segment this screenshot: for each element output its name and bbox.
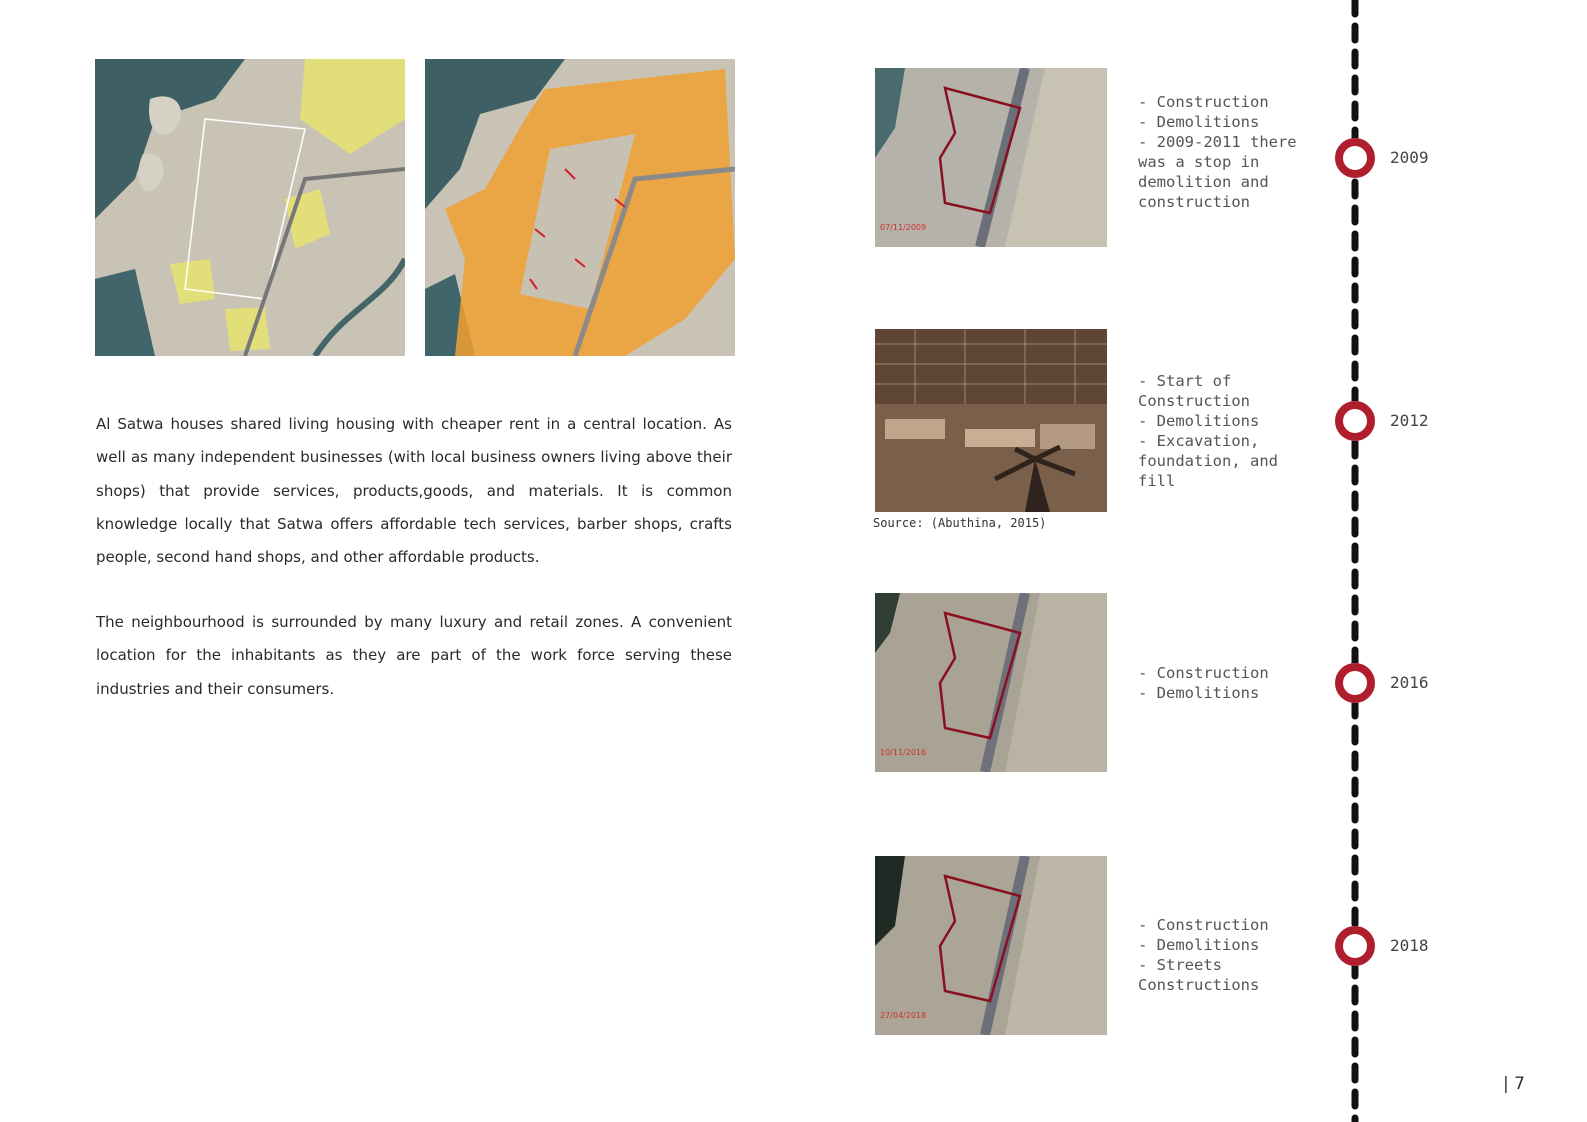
timeline-marker-2016 (1335, 663, 1375, 703)
timeline-photo-2009 (875, 68, 1107, 247)
timeline-notes-2009: - Construction - Demolitions - 2009-2011 there was a stop in demolition and construction (1138, 93, 1297, 211)
timeline-marker-2009 (1335, 138, 1375, 178)
photo-date-label: 10/11/2016 (880, 748, 927, 757)
photo-date-label: 07/11/2009 (880, 223, 927, 232)
timeline-notes-2016: - Construction - Demolitions (1138, 664, 1269, 702)
timeline-year-2016: 2016 (1390, 673, 1429, 692)
aerial-map-orange-zones (425, 59, 735, 356)
timeline-year-2009: 2009 (1390, 148, 1429, 167)
timeline-photo-2012 (875, 329, 1107, 512)
description-paragraph-1: Al Satwa houses shared living housing with cheaper rent in a central location. As well as many independent businesses (with local business owners living above their shops) that provide services, products,goods, and materials. It is common knowledge locally that Satwa offers affordable tech services, barber shops, crafts people, second hand shops, and other affordable products. (96, 415, 732, 567)
timeline-year-2012: 2012 (1390, 411, 1429, 430)
timeline-marker-2018 (1335, 926, 1375, 966)
description-paragraph-2: The neighbourhood is surrounded by many luxury and retail zones. A convenient location for the inhabitants as they are part of the work force serving these industries and their consumers. (96, 613, 732, 698)
aerial-map-yellow-zones (95, 59, 405, 356)
timeline-photo-2016 (875, 593, 1107, 772)
timeline-year-2018: 2018 (1390, 936, 1429, 955)
timeline-notes-2012: - Start of Construction - Demolitions - Excavation, foundation, and fill (1138, 372, 1278, 490)
photo-date-label: 27/04/2018 (880, 1011, 927, 1020)
timeline-track (1330, 0, 1380, 1122)
photo-source-caption: Source: (Abuthina, 2015) (873, 516, 1047, 530)
timeline-marker-2012 (1335, 401, 1375, 441)
timeline-notes-2018: - Construction - Demolitions - Streets Constructions (1138, 916, 1269, 994)
page-number: | 7 (1503, 1074, 1525, 1094)
timeline-photo-2018 (875, 856, 1107, 1035)
